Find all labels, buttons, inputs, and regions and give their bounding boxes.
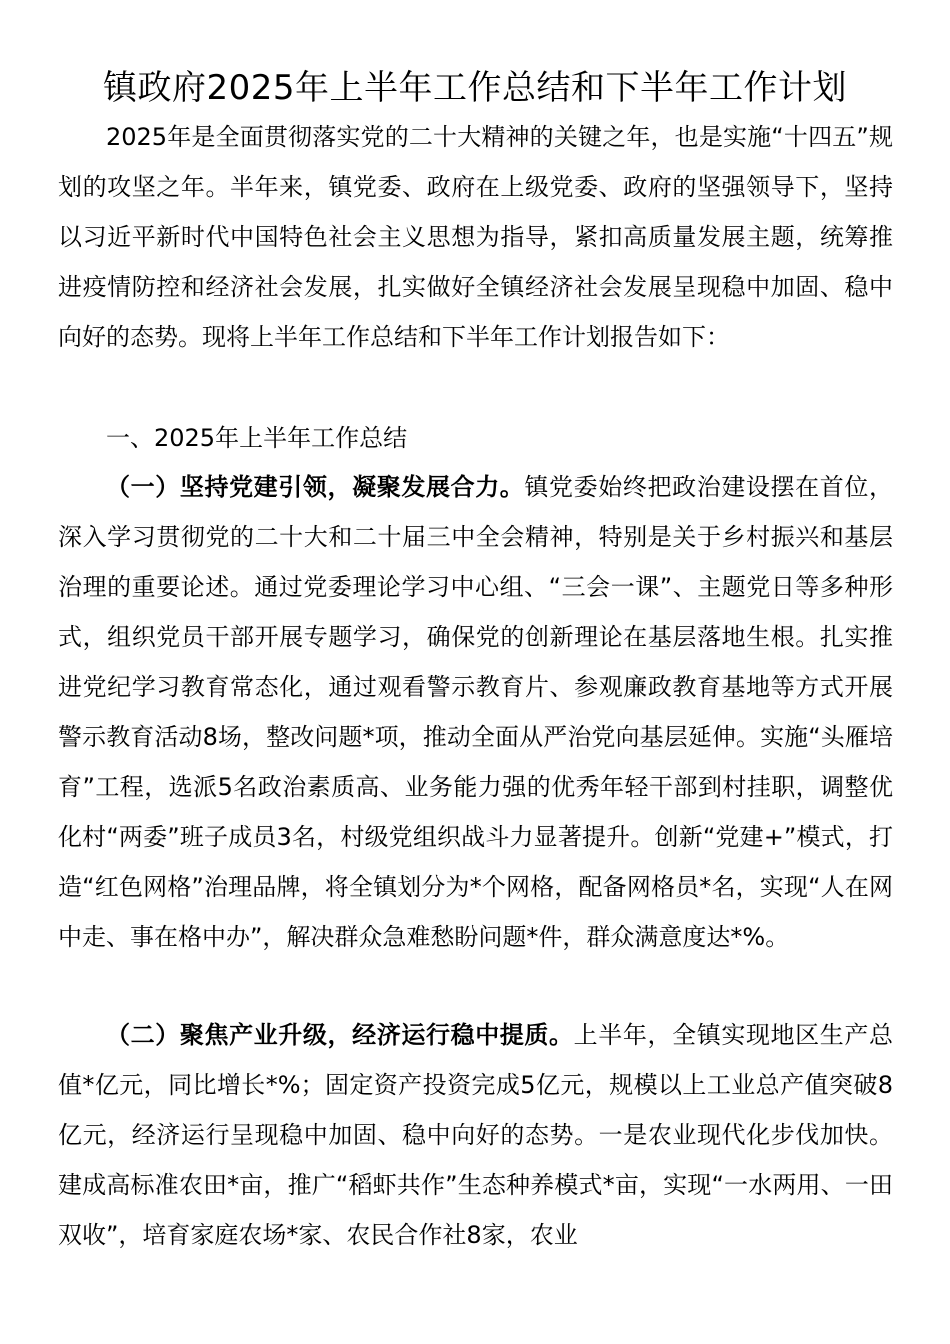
item-2-lead: （二）聚焦产业升级，经济运行稳中提质。 [106, 1021, 574, 1049]
paragraph-item-1 [58, 462, 893, 962]
intro-paragraph: 2025年是全面贯彻落实党的二十大精神的关键之年，也是实施“十四五”规划的攻坚之年。半年来，镇党委、政府在上级党委、政府的坚强领导下，坚持以习近平新时代中国特色社会主义思想为指导，紧扣高质量发展主题，统筹推进疫情防控和经济社会发展，扎实做好全镇经济社会发展呈现稳中加固、稳中向好的态势。现将上半年工作总结和下半年工作计划报告如下： [58, 123, 893, 351]
section-heading: 一、2025年上半年工作总结 [106, 424, 408, 452]
paragraph-item-2 [58, 1010, 893, 1260]
item-2-text: 上半年，全镇实现地区生产总值*亿元，同比增长*%；固定资产投资完成5亿元，规模以上工业总产值突破8亿元，经济运行呈现稳中加固、稳中向好的态势。一是农业现代化步伐加快。建成高标准农田*亩，推广“稻虾共作”生态种养模式*亩，实现“一水两用、一田双收”，培育家庭农场*家、农民合作社8家，农业 [58, 1021, 894, 1249]
item-1-text: 镇党委始终把政治建设摆在首位，深入学习贯彻党的二十大和二十届三中全会精神，特别是关于乡村振兴和基层治理的重要论述。通过党委理论学习中心组、“三会一课”、主题党日等多种形式，组织党员干部开展专题学习，确保党的创新理论在基层落地生根。扎实推进党纪学习教育常态化，通过观看警示教育片、参观廉政教育基地等方式开展警示教育活动8场，整改问题*项，推动全面从严治党向基层延伸。实施“头雁培育”工程，选派5名政治素质高、业务能力强的优秀年轻干部到村挂职，调整优化村“两委”班子成员3名，村级党组织战斗力显著提升。创新“党建+”模式，打造“红色网格”治理品牌，将全镇划分为*个网格，配备网格员*名，实现“人在网中走、事在格中办”，解决群众急难愁盼问题*件，群众满意度达*%。 [58, 473, 894, 951]
item-1-lead: （一）坚持党建引领，凝聚发展合力。 [106, 473, 525, 501]
document-title: 镇政府2025年上半年工作总结和下半年工作计划 [102, 68, 848, 108]
